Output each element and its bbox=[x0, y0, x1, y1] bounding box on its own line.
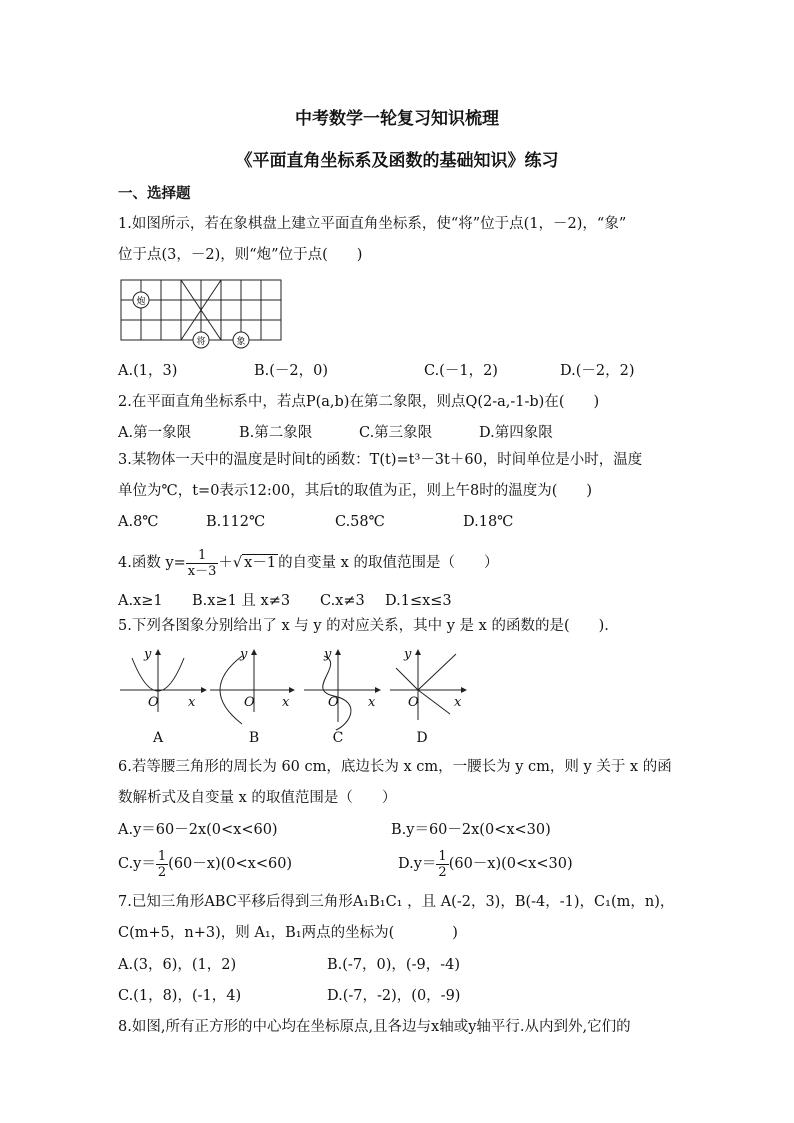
graph-a-label: A bbox=[152, 730, 164, 746]
q6-c-half-num: 1 bbox=[157, 848, 167, 864]
xiang-piece bbox=[233, 332, 249, 348]
q4-prefix: 4.函数 y= bbox=[118, 555, 186, 571]
q7-text-1: 7.已知三角形ABC平移后得到三角形A₁B₁C₁ ，且 A(-2，3)，B(-4，-1)，C₁(m，n)， bbox=[118, 894, 675, 910]
q1-text-1: 1.如图所示，若在象棋盘上建立平面直角坐标系，使“将”位于点(1，－2)，“象” bbox=[118, 216, 627, 232]
q6-option-d-fraction bbox=[436, 849, 448, 880]
q2-option-c[interactable]: C.第三象限 bbox=[359, 425, 433, 441]
graph-b-label: B bbox=[248, 730, 260, 746]
graph-d-origin: O bbox=[408, 695, 419, 710]
q3-option-c[interactable]: C.58℃ bbox=[335, 514, 385, 530]
q6-option-c[interactable] bbox=[118, 847, 292, 881]
q4-sqrt-body: x－1 bbox=[244, 555, 277, 571]
q6-c-half-den: 2 bbox=[157, 864, 167, 880]
q4-option-d[interactable]: D.1≤x≤3 bbox=[385, 593, 452, 609]
q4-frac-den: x－3 bbox=[187, 563, 217, 579]
graph-d-y-label: y bbox=[404, 647, 412, 662]
q7-option-c[interactable]: C.(1，8)，(-1，4) bbox=[118, 988, 242, 1004]
q6-option-c-suffix: (60－x)(0<x<60) bbox=[168, 856, 293, 872]
q5-text: 5.下列各图象分别给出了 x 与 y 的对应关系，其中 y 是 x 的函数的是( ). bbox=[118, 618, 609, 634]
q6-option-d-prefix: D.y＝ bbox=[398, 856, 437, 872]
chess-board-figure bbox=[118, 278, 288, 350]
q6-d-half-num: 1 bbox=[438, 848, 447, 864]
q7-option-a[interactable]: A.(3，6)，(1，2) bbox=[118, 957, 237, 973]
graph-c-label: C bbox=[332, 730, 344, 746]
q6-option-b[interactable]: B.y＝60－2x(0<x<30) bbox=[391, 822, 551, 838]
q6-text-1: 6.若等腰三角形的周长为 60 cm，底边长为 x cm，一腰长为 y cm，则 y 关于 x 的函 bbox=[118, 759, 672, 775]
q6-d-half-den: 2 bbox=[438, 864, 447, 880]
graph-a-x-label: x bbox=[188, 695, 196, 710]
graph-b-y-label: y bbox=[240, 647, 248, 662]
q6-option-d[interactable] bbox=[398, 847, 573, 881]
graph-d-label: D bbox=[416, 730, 428, 746]
q4-text bbox=[118, 546, 498, 580]
q7-option-b[interactable]: B.(-7，0)，(-9，-4) bbox=[327, 957, 460, 973]
section-heading: 一、选择题 bbox=[118, 185, 191, 202]
pao-label: 炮 bbox=[136, 297, 146, 307]
q2-option-d[interactable]: D.第四象限 bbox=[479, 425, 553, 441]
q8-text: 8.如图,所有正方形的中心均在坐标原点,且各边与x轴或y轴平行.从内到外,它们的 bbox=[118, 1019, 631, 1035]
q3-option-a[interactable]: A.8℃ bbox=[118, 514, 159, 530]
q4-option-b[interactable]: B.x≥1 且 x≠3 bbox=[192, 593, 291, 609]
graph-d-x-label: x bbox=[454, 695, 462, 710]
q4-plus: ＋ bbox=[218, 555, 233, 571]
q1-text-2: 位于点(3，－2)，则“炮”位于点( ) bbox=[118, 247, 363, 263]
q6-option-d-suffix: (60－x)(0<x<30) bbox=[448, 856, 573, 872]
q1-option-a[interactable]: A.(1，3) bbox=[118, 363, 178, 379]
q4-suffix: 的自变量 x 的取值范围是（ ） bbox=[278, 555, 499, 571]
q4-frac-num: 1 bbox=[186, 548, 219, 564]
q3-option-d[interactable]: D.18℃ bbox=[463, 514, 514, 530]
graph-a-origin: O bbox=[148, 695, 159, 710]
q6-option-c-fraction bbox=[156, 849, 168, 880]
graph-b-origin: O bbox=[244, 695, 255, 710]
q6-option-a[interactable]: A.y＝60－2x(0<x<60) bbox=[118, 822, 278, 838]
jiang-label: 将 bbox=[196, 337, 206, 347]
graph-a-y-label: y bbox=[144, 647, 152, 662]
jiang-piece bbox=[193, 332, 209, 348]
q6-text-2: 数解析式及自变量 x 的取值范围是（ ） bbox=[118, 790, 397, 806]
q1-option-c[interactable]: C.(－1，2) bbox=[424, 363, 498, 379]
q7-text-2: C(m+5，n+3)，则 A₁，B₁两点的坐标为( ) bbox=[118, 925, 458, 941]
graph-b-x-label: x bbox=[282, 695, 290, 710]
q4-fraction bbox=[186, 548, 219, 579]
xiang-label: 象 bbox=[236, 337, 246, 347]
pao-piece bbox=[133, 292, 149, 308]
q4-option-a[interactable]: A.x≥1 bbox=[118, 593, 163, 609]
graph-c-y-label: y bbox=[324, 647, 332, 662]
page-title: 中考数学一轮复习知识梳理 bbox=[295, 109, 499, 129]
q2-option-a[interactable]: A.第一象限 bbox=[118, 425, 192, 441]
q3-option-b[interactable]: B.112℃ bbox=[206, 514, 266, 530]
q4-sqrt-sign: √ bbox=[232, 555, 243, 571]
graph-c-x-label: x bbox=[368, 695, 376, 710]
q2-option-b[interactable]: B.第二象限 bbox=[239, 425, 313, 441]
q3-text-2: 单位为℃，t=0表示12:00，其后t的取值为正，则上午8时的温度为( ) bbox=[118, 483, 593, 499]
page-subtitle: 《平面直角坐标系及函数的基础知识》练习 bbox=[235, 151, 559, 171]
q1-option-b[interactable]: B.(－2，0) bbox=[254, 363, 329, 379]
q2-text: 2.在平面直角坐标系中，若点P(a,b)在第二象限，则点Q(2-a,-1-b)在( ) bbox=[118, 394, 600, 410]
graph-c-origin: O bbox=[328, 695, 339, 710]
function-graphs-figure bbox=[118, 644, 478, 746]
graph-b[interactable] bbox=[210, 650, 294, 724]
q1-option-d[interactable]: D.(－2，2) bbox=[560, 363, 635, 379]
graph-c[interactable] bbox=[304, 650, 380, 730]
q7-option-d[interactable]: D.(-7，-2)，(0，-9) bbox=[327, 988, 461, 1004]
q4-option-c[interactable]: C.x≠3 bbox=[320, 593, 365, 609]
q3-text-1: 3.某物体一天中的温度是时间t的函数：T(t)=t³－3t＋60，时间单位是小时，温度 bbox=[118, 452, 643, 468]
q6-option-c-prefix: C.y＝ bbox=[118, 856, 156, 872]
